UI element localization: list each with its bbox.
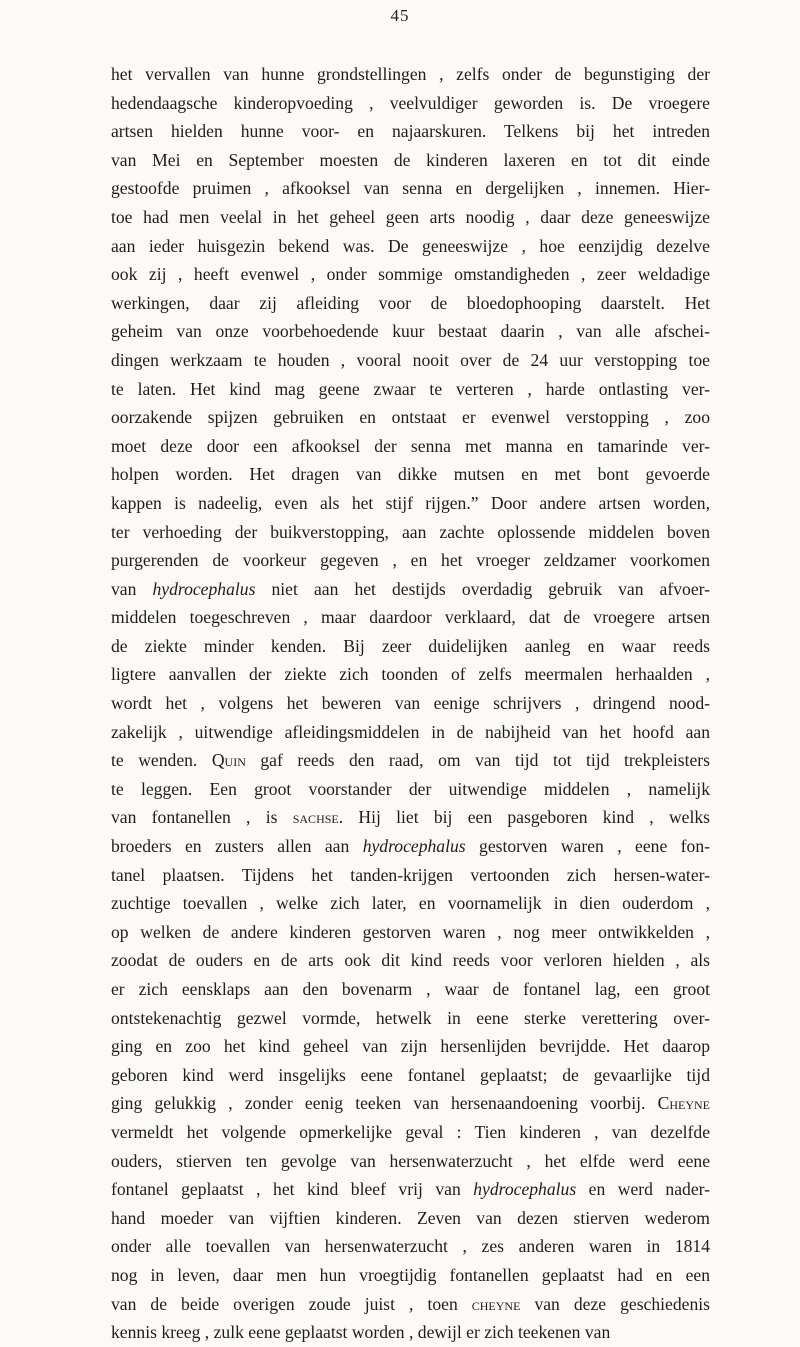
text-segment: kennis kreeg , zulk eene geplaatst worden , dewijl er zich teekenen van [111, 1322, 611, 1343]
text-line [111, 1118, 710, 1147]
text-segment: aan ieder huisgezin bekend was. De geneeswijze , hoe eenzijdig dezelve [111, 235, 710, 256]
text-line [111, 1147, 710, 1176]
text-line [111, 660, 710, 689]
text-segment: van Mei en September moesten de kinderen laxeren en tot dit einde [111, 149, 710, 170]
text-line [111, 1204, 710, 1233]
text-line [111, 889, 710, 918]
text-segment: te leggen. Een groot voorstander der uitwendige middelen , namelijk [111, 778, 710, 799]
text-line [111, 460, 710, 489]
text-line [111, 1318, 710, 1347]
text-segment: er zich eensklaps aan den bovenarm , waar de fontanel lag, een groot [111, 979, 710, 999]
text-line [111, 489, 710, 518]
text-segment: van deze geschiedenis [520, 1293, 710, 1314]
text-line [111, 775, 710, 804]
text-line [111, 746, 710, 775]
text-line [111, 89, 710, 118]
text-segment: holpen worden. Het dragen van dikke mutsen en met bont gevoerde [111, 464, 710, 485]
text-segment: fontanel geplaatst , het kind bleef vrij van [111, 1179, 474, 1200]
text-line [111, 174, 710, 203]
text-segment: oorzakende spijzen gebruiken en ontstaat er evenwel verstopping , zoo [111, 407, 710, 428]
text-segment: de ziekte minder kenden. Bij zeer duidelijken aanleg en waar reeds [111, 635, 710, 656]
text-line [111, 1232, 710, 1261]
text-segment: niet aan het destijds overdadig gebruik van afvoer- [255, 578, 710, 599]
text-segment: hand moeder van vijftien kinderen. Zeven van dezen stierven wederom [111, 1207, 710, 1228]
text-segment: vermeldt het volgende opmerkelijke geval : Tien kinderen , van dezelfde [111, 1121, 710, 1142]
text-line [111, 117, 710, 146]
text-line [111, 1004, 710, 1033]
author-name: cheyne [471, 1293, 521, 1314]
text-segment: te wenden. [111, 750, 212, 771]
text-segment: toe had men veelal in het geheel geen arts noodig , daar deze geneeswijze [111, 206, 710, 227]
text-line [111, 232, 710, 261]
text-line [111, 718, 710, 747]
text-segment: onder alle toevallen van hersenwaterzucht , zes anderen waren in 1814 [111, 1236, 710, 1257]
text-segment: purgerenden de voorkeur gegeven , en het vroeger zeldzamer voorkomen [111, 550, 710, 571]
author-name: Cheyne [657, 1093, 710, 1114]
text-line [111, 832, 710, 861]
page-number: 45 [390, 6, 410, 25]
text-segment: ontstekenachtig gezwel vormde, hetwelk in eene sterke verettering over- [111, 1007, 710, 1028]
text-segment: zuchtige toevallen , welke zich later, en voornamelijk in dien ouderdom , [111, 893, 710, 914]
text-segment: tanel plaatsen. Tijdens het tanden-krijgen vertoonden zich hersen-water- [111, 864, 710, 885]
text-line [111, 632, 710, 661]
text-line [111, 432, 710, 461]
text-line [111, 803, 710, 832]
text-line [111, 403, 710, 432]
text-segment: geboren kind werd insgelijks eene fontanel geplaatst; de gevaarlijke tijd [111, 1064, 710, 1085]
text-segment: ging gelukkig , zonder eenig teeken van hersenaandoening voorbij. [111, 1093, 658, 1114]
text-segment: ouders, stierven ten gevolge van hersenwaterzucht , het elfde werd eene [111, 1150, 710, 1171]
text-line [111, 1089, 710, 1118]
author-name: Quin [211, 750, 246, 771]
text-segment: hedendaagsche kinderopvoeding , veelvuldiger geworden is. De vroegere [111, 92, 710, 113]
italic-term: hydrocephalus [473, 1179, 577, 1200]
text-segment: op welken de andere kinderen gestorven waren , nog meer ontwikkelden , [111, 921, 710, 942]
text-segment: gestorven waren , eene fon- [465, 836, 710, 857]
text-line [111, 1032, 710, 1061]
text-line [111, 918, 710, 947]
text-segment: van fontanellen , is [111, 807, 293, 828]
author-name: sachse [292, 807, 339, 828]
text-line [111, 946, 710, 975]
text-segment: ter verhoeding der buikverstopping, aan zachte oplossende middelen boven [111, 521, 710, 542]
italic-term: hydrocephalus [362, 836, 466, 857]
text-segment: geheim van onze voorbehoedende kuur bestaat daarin , van alle afschei- [111, 321, 710, 342]
text-segment: ging en zoo het kind geheel van zijn hersenlijden bevrijdde. Het daarop [111, 1036, 710, 1057]
text-line [111, 518, 710, 547]
text-line [111, 60, 710, 89]
text-segment: te laten. Het kind mag geene zwaar te verteren , harde ontlasting ver- [111, 378, 710, 399]
body-text [111, 60, 710, 1347]
text-line [111, 346, 710, 375]
text-segment: ook zij , heeft evenwel , onder sommige omstandigheden , zeer weldadige [111, 264, 710, 285]
text-segment: broeders en zusters allen aan [111, 836, 363, 857]
text-segment: en werd nader- [576, 1179, 711, 1200]
text-segment: moet deze door een afkooksel der senna met manna en tamarinde ver- [111, 435, 710, 456]
text-segment: middelen toegeschreven , maar daardoor verklaard, dat de vroegere artsen [111, 607, 710, 628]
text-line [111, 975, 710, 1004]
text-segment: dingen werkzaam te houden , vooral nooit over de 24 uur verstopping toe [111, 349, 710, 370]
text-segment: gestoofde pruimen , afkooksel van senna en dergelijken , innemen. Hier- [111, 178, 710, 199]
text-line [111, 375, 710, 404]
text-segment: van de beide overigen zoude juist , toen [111, 1293, 472, 1314]
text-line [111, 260, 710, 289]
text-line [111, 1261, 710, 1290]
text-line [111, 146, 710, 175]
text-line [111, 546, 710, 575]
text-segment: van [111, 578, 153, 599]
text-segment: . Hij liet bij een pasgeboren kind , welks [338, 807, 710, 828]
text-segment: zakelijk , uitwendige afleidingsmiddelen in de nabijheid van het hoofd aan [111, 721, 710, 742]
text-line [111, 575, 710, 604]
text-line [111, 861, 710, 890]
text-segment: wordt het , volgens het beweren van eenige schrijvers , dringend nood- [111, 693, 710, 714]
text-segment: ligtere aanvallen der ziekte zich toonden of zelfs meermalen herhaalden , [111, 664, 710, 685]
text-line [111, 203, 710, 232]
text-line [111, 1175, 710, 1204]
text-line [111, 1061, 710, 1090]
text-segment: nog in leven, daar men hun vroegtijdig fontanellen geplaatst had en een [111, 1264, 710, 1285]
text-segment: zoodat de ouders en de arts ook dit kind reeds voor verloren hielden , als [111, 950, 710, 971]
text-segment: artsen hielden hunne voor- en najaarskuren. Telkens bij het intreden [111, 121, 710, 142]
italic-term: hydrocephalus [152, 578, 256, 599]
text-line [111, 317, 710, 346]
text-line [111, 603, 710, 632]
text-line [111, 289, 710, 318]
text-line [111, 689, 710, 718]
text-segment: werkingen, daar zij afleiding voor de bloedophooping daarstelt. Het [111, 292, 710, 313]
text-line [111, 1290, 710, 1319]
text-segment: het vervallen van hunne grondstellingen , zelfs onder de begunstiging der [111, 64, 710, 84]
text-segment: gaf reeds den raad, om van tijd tot tijd trekpleisters [245, 750, 710, 771]
text-segment: kappen is nadeelig, even als het stijf rijgen.” Door andere artsen worden, [111, 492, 710, 513]
